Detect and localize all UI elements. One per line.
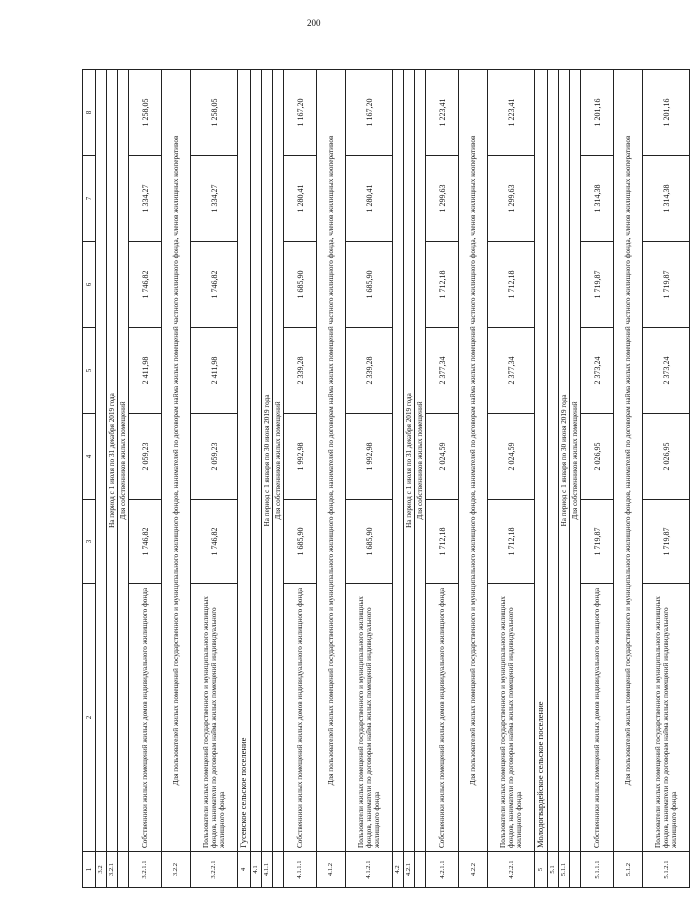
value-cell: 1 201,16 (581, 70, 614, 156)
empty-cell (272, 852, 283, 888)
empty-cell (548, 70, 559, 852)
table-body (83, 70, 690, 888)
table-row (96, 70, 107, 888)
value-cell: 1 685,90 (346, 242, 393, 328)
row-number: 5.1 (548, 852, 559, 888)
table-row (535, 70, 548, 888)
row-number: 4.1 (251, 852, 262, 888)
value-cell: 1 685,90 (284, 242, 317, 328)
table-row (403, 70, 414, 888)
row-number: 4.1.2 (317, 852, 346, 888)
header-cell: 3 (83, 500, 96, 584)
table-row (488, 70, 535, 888)
merged-row-text: Для собственников жилых помещений (570, 70, 581, 852)
merged-row-text: Для собственников жилых помещений (272, 70, 283, 852)
tariff-table (82, 69, 690, 888)
value-cell: 1 712,18 (426, 242, 459, 328)
merged-row-text: Для пользователей жилых помещений государственного и муниципального жилищного фондов, нанимателей по договорам найма жилых помещений частного жилищного фонда, членов жилищных кооперативов (162, 70, 191, 852)
rotated-table-container (82, 70, 679, 888)
value-cell: 1 299,63 (488, 156, 535, 242)
value-cell: 1 280,41 (284, 156, 317, 242)
table-row (415, 70, 426, 888)
value-cell: 1 992,98 (346, 414, 393, 500)
row-number: 3.2 (96, 852, 107, 888)
row-number: 3.2.1 (106, 852, 117, 888)
table-row (162, 70, 191, 888)
header-cell: 7 (83, 156, 96, 242)
row-description: Собственники жилых помещений жилых домов индивидуального жилищного фонда (284, 584, 317, 852)
table-row (191, 70, 238, 888)
table-row (614, 70, 643, 888)
row-description: Пользователи жилых помещений государственного и муниципального жилищных фондов, наниматели по договорам найма жилых помещений индивидуального жилищного фонда (488, 584, 535, 852)
value-cell: 1 167,20 (346, 70, 393, 156)
row-description: Пользователи жилых помещений государственного и муниципального жилищных фондов, наниматели по договорам найма жилых помещений индивидуального жилищного фонда (346, 584, 393, 852)
value-cell: 1 167,20 (284, 70, 317, 156)
table-header-row (83, 70, 96, 888)
row-number: 3.2.1.1 (129, 852, 162, 888)
value-cell: 2 377,34 (488, 328, 535, 414)
row-number: 4.2.1 (403, 852, 414, 888)
value-cell: 1 685,90 (284, 500, 317, 584)
value-cell: 1 201,16 (643, 70, 690, 156)
value-cell: 1 258,05 (191, 70, 238, 156)
row-number: 4.2.2.1 (488, 852, 535, 888)
header-cell: 4 (83, 414, 96, 500)
merged-row-text: Для собственников жилых помещений (415, 70, 426, 852)
merged-row-text: На период с 1 января по 30 июня 2019 года (558, 70, 569, 852)
row-description: Собственники жилых помещений жилых домов индивидуального жилищного фонда (426, 584, 459, 852)
empty-cell (415, 852, 426, 888)
value-cell: 1 223,41 (488, 70, 535, 156)
value-cell: 2 059,23 (191, 414, 238, 500)
value-cell: 1 746,82 (191, 242, 238, 328)
value-cell: 2 373,24 (581, 328, 614, 414)
table-row (581, 70, 614, 888)
merged-row-text: Для пользователей жилых помещений государственного и муниципального жилищного фондов, нанимателей по договорам найма жилых помещений частного жилищного фонда, членов жилищных кооперативов (317, 70, 346, 852)
value-cell: 1 719,87 (581, 500, 614, 584)
value-cell: 1 992,98 (284, 414, 317, 500)
table-row (570, 70, 581, 888)
row-number: 4.2.2 (459, 852, 488, 888)
value-cell: 1 746,82 (191, 500, 238, 584)
table-row (426, 70, 459, 888)
value-cell: 1 314,38 (581, 156, 614, 242)
row-number: 5.1.1 (558, 852, 569, 888)
merged-row-text: На период с 1 января по 30 июня 2019 года (261, 70, 272, 852)
table-row (459, 70, 488, 888)
value-cell: 1 299,63 (426, 156, 459, 242)
table-row (106, 70, 117, 888)
value-cell: 1 719,87 (581, 242, 614, 328)
empty-cell (117, 852, 128, 888)
table-row (238, 70, 251, 888)
row-number: 4.1.1 (261, 852, 272, 888)
table-row (272, 70, 283, 888)
value-cell: 1 314,38 (643, 156, 690, 242)
table-row (393, 70, 404, 888)
merged-row-text: Для пользователей жилых помещений государственного и муниципального жилищного фондов, нанимателей по договорам найма жилых помещений частного жилищного фонда, членов жилищных кооперативов (459, 70, 488, 852)
value-cell: 2 024,59 (426, 414, 459, 500)
value-cell: 1 280,41 (346, 156, 393, 242)
row-number: 3.2.2.1 (191, 852, 238, 888)
empty-cell (570, 852, 581, 888)
value-cell: 1 334,27 (129, 156, 162, 242)
value-cell: 1 712,18 (488, 242, 535, 328)
value-cell: 1 712,18 (488, 500, 535, 584)
value-cell: 2 411,98 (129, 328, 162, 414)
empty-cell (96, 70, 107, 852)
row-number: 4.2 (393, 852, 404, 888)
value-cell: 2 059,23 (129, 414, 162, 500)
row-number: 3.2.2 (162, 852, 191, 888)
row-number: 5.1.2.1 (643, 852, 690, 888)
value-cell: 1 685,90 (346, 500, 393, 584)
row-description: Собственники жилых помещений жилых домов индивидуального жилищного фонда (581, 584, 614, 852)
value-cell: 1 719,87 (643, 500, 690, 584)
header-cell: 1 (83, 852, 96, 888)
table-row (558, 70, 569, 888)
row-number: 4.1.2.1 (346, 852, 393, 888)
header-cell: 6 (83, 242, 96, 328)
table-row (643, 70, 690, 888)
value-cell: 2 026,95 (643, 414, 690, 500)
table-row (117, 70, 128, 888)
table-row (317, 70, 346, 888)
table-row (284, 70, 317, 888)
merged-row-text: На период с 1 июля по 31 декабря 2019 года (106, 70, 117, 852)
value-cell: 2 339,28 (346, 328, 393, 414)
value-cell: 1 334,27 (191, 156, 238, 242)
value-cell: 2 377,34 (426, 328, 459, 414)
value-cell: 2 339,28 (284, 328, 317, 414)
empty-cell (251, 70, 262, 852)
value-cell: 1 719,87 (643, 242, 690, 328)
table-row (346, 70, 393, 888)
table-row (261, 70, 272, 888)
row-number: 5.1.2 (614, 852, 643, 888)
merged-row-text: Для пользователей жилых помещений государственного и муниципального жилищного фондов, нанимателей по договорам найма жилых помещений частного жилищного фонда, членов жилищных кооперативов (614, 70, 643, 852)
table-row (129, 70, 162, 888)
value-cell: 1 746,82 (129, 500, 162, 584)
header-cell: 2 (83, 584, 96, 852)
value-cell: 1 223,41 (426, 70, 459, 156)
row-number: 4 (238, 852, 251, 888)
section-title: Гусевское сельское поселение (238, 70, 251, 852)
row-description: Пользователи жилых помещений государственного и муниципального жилищных фондов, наниматели по договорам найма жилых помещений индивидуального жилищного фонда (643, 584, 690, 852)
empty-cell (393, 70, 404, 852)
value-cell: 1 746,82 (129, 242, 162, 328)
row-description: Пользователи жилых помещений государственного и муниципального жилищных фондов, наниматели по договорам найма жилых помещений индивидуального жилищного фонда (191, 584, 238, 852)
row-number: 5 (535, 852, 548, 888)
table-row (548, 70, 559, 888)
section-title: Молодогвардейское сельское поселение (535, 70, 548, 852)
row-description: Собственники жилых помещений жилых домов индивидуального жилищного фонда (129, 584, 162, 852)
header-cell: 5 (83, 328, 96, 414)
merged-row-text: На период с 1 июля по 31 декабря 2019 года (403, 70, 414, 852)
value-cell: 2 373,24 (643, 328, 690, 414)
page-number: 200 (307, 18, 321, 28)
row-number: 4.2.1.1 (426, 852, 459, 888)
header-cell: 8 (83, 70, 96, 156)
value-cell: 2 024,59 (488, 414, 535, 500)
value-cell: 1 712,18 (426, 500, 459, 584)
table-row (251, 70, 262, 888)
merged-row-text: Для собственников жилых помещений (117, 70, 128, 852)
row-number: 4.1.1.1 (284, 852, 317, 888)
value-cell: 2 026,95 (581, 414, 614, 500)
value-cell: 1 258,05 (129, 70, 162, 156)
row-number: 5.1.1.1 (581, 852, 614, 888)
value-cell: 2 411,98 (191, 328, 238, 414)
